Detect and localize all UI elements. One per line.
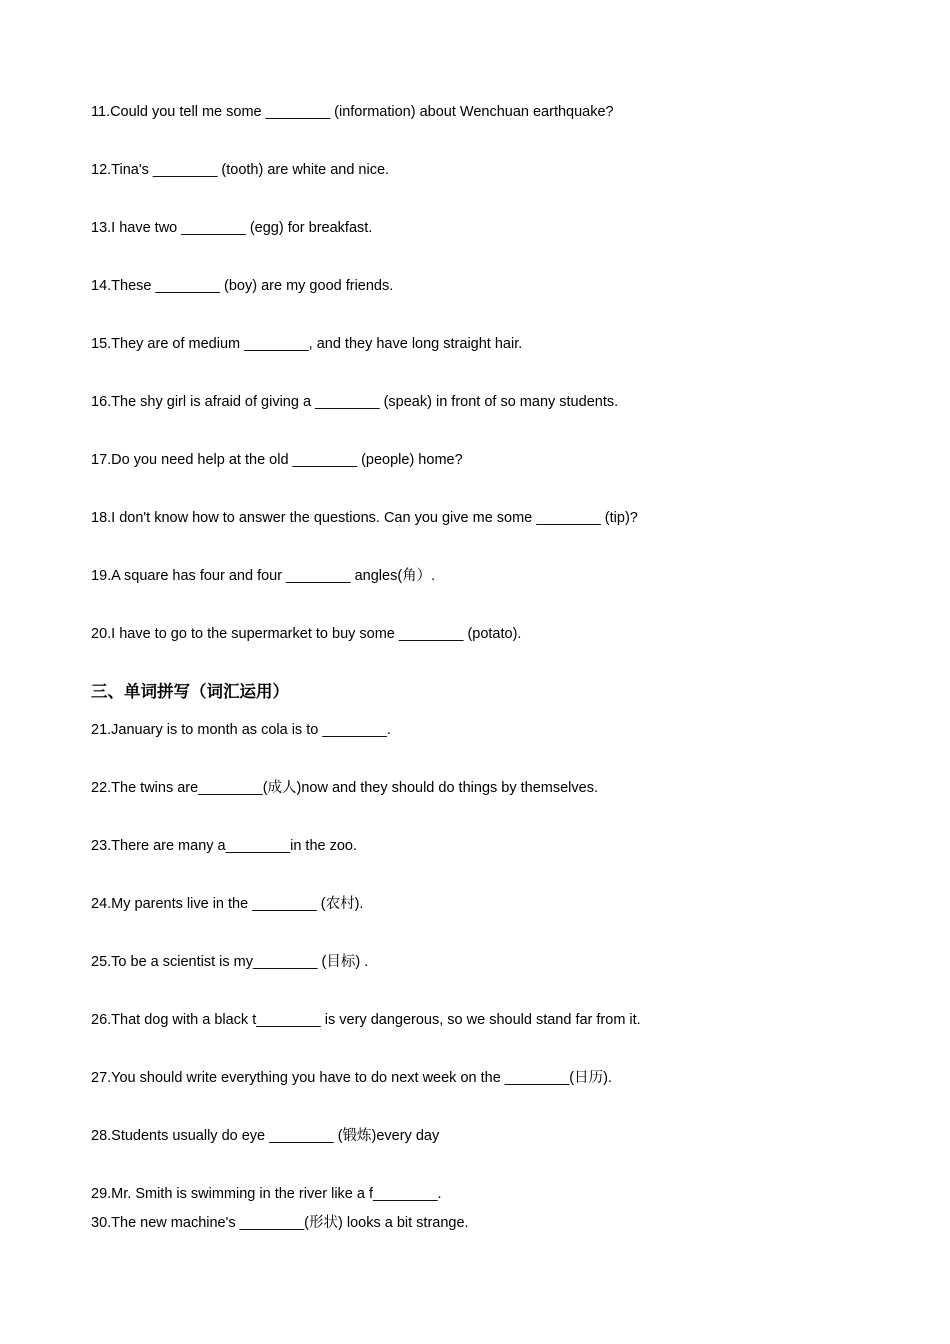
question-12: 12.Tina's ________ (tooth) are white and nice. [91, 162, 390, 178]
question-21: 21.January is to month as cola is to ________. [91, 722, 391, 738]
question-11: 11.Could you tell me some ________ (information) about Wenchuan earthquake? [91, 104, 614, 120]
question-19: 19.A square has four and four ________ angles(角）. [91, 568, 436, 584]
question-24: 24.My parents live in the ________ (农村). [91, 896, 364, 912]
question-23: 23.There are many a________in the zoo. [91, 838, 358, 854]
question-29: 29.Mr. Smith is swimming in the river like a f________. [91, 1186, 442, 1202]
question-30: 30.The new machine's ________(形状) looks a bit strange. [91, 1215, 469, 1231]
question-28: 28.Students usually do eye ________ (锻炼)every day [91, 1128, 440, 1144]
question-22: 22.The twins are________(成人)now and they should do things by themselves. [91, 780, 598, 796]
question-13: 13.I have two ________ (egg) for breakfast. [91, 220, 373, 236]
question-15: 15.They are of medium ________, and they have long straight hair. [91, 336, 523, 352]
question-25: 25.To be a scientist is my________ (目标) . [91, 954, 369, 970]
section-heading: 三、单词拼写（词汇运用） [91, 682, 289, 701]
question-17: 17.Do you need help at the old ________ (people) home? [91, 452, 463, 468]
question-27: 27.You should write everything you have to do next week on the ________(日历). [91, 1070, 612, 1086]
question-18: 18.I don't know how to answer the questions. Can you give me some ________ (tip)? [91, 510, 638, 526]
question-26: 26.That dog with a black t________ is very dangerous, so we should stand far from it. [91, 1012, 641, 1028]
question-14: 14.These ________ (boy) are my good friends. [91, 278, 394, 294]
question-16: 16.The shy girl is afraid of giving a ________ (speak) in front of so many students. [91, 394, 619, 410]
question-20: 20.I have to go to the supermarket to buy some ________ (potato). [91, 626, 522, 642]
